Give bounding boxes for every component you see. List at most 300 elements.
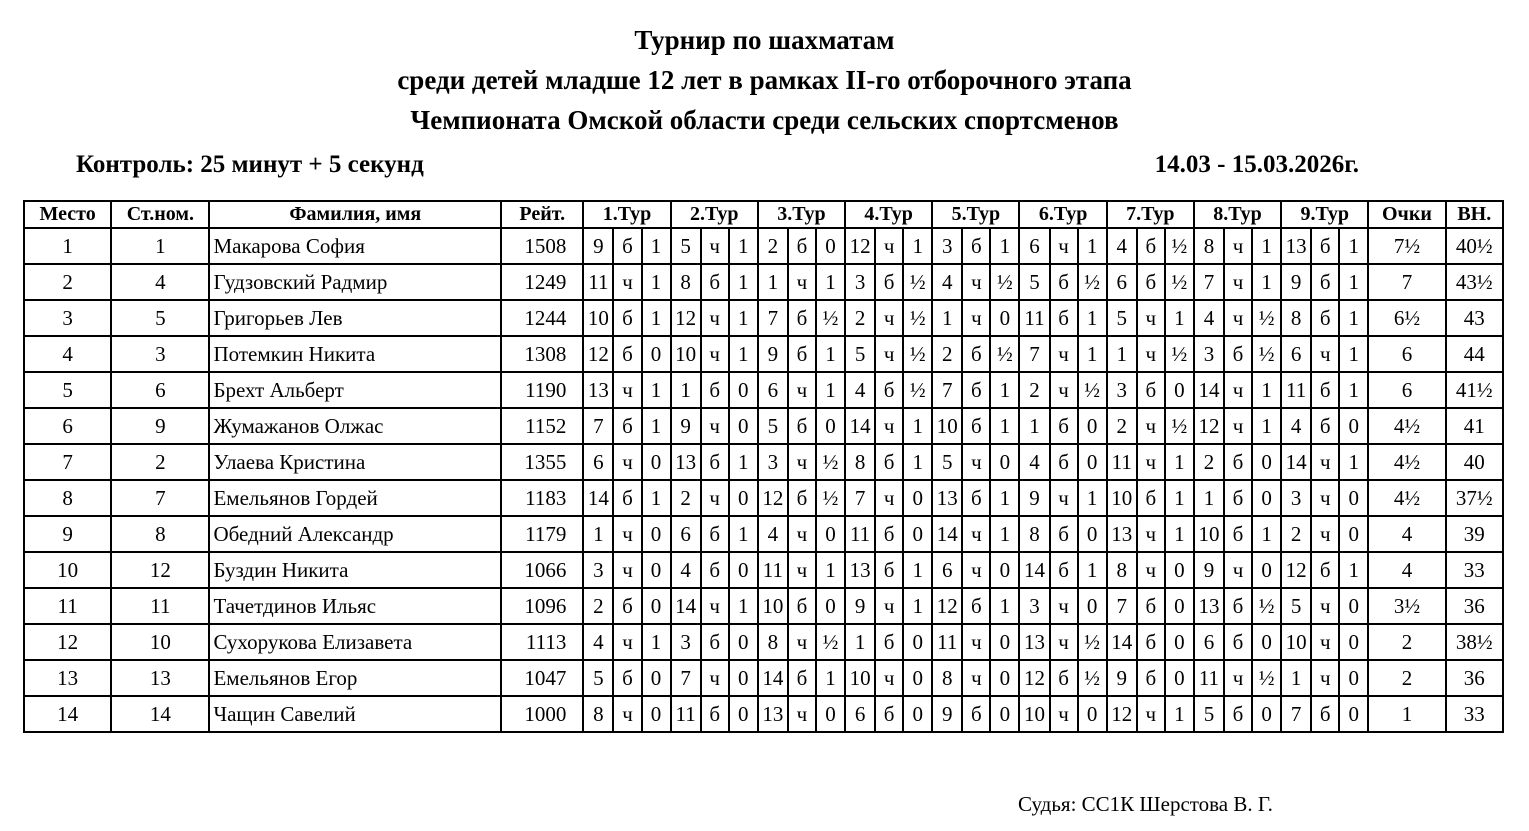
round-opponent-cell: 8: [758, 624, 788, 660]
start-number-cell: 10: [111, 624, 209, 660]
round-result-cell: 1: [1165, 480, 1194, 516]
round-opponent-cell: 10: [1019, 696, 1049, 732]
round-opponent-cell: 6: [671, 516, 701, 552]
round-result-cell: 1: [1165, 300, 1194, 336]
round-result-cell: ½: [903, 300, 932, 336]
round-opponent-cell: 3: [932, 228, 962, 264]
round-result-cell: 1: [1252, 228, 1281, 264]
round-color-cell: ч: [875, 300, 903, 336]
round-result-cell: 1: [642, 480, 671, 516]
round-color-cell: ч: [1311, 588, 1339, 624]
rating-cell: 1096: [501, 588, 583, 624]
round-color-cell: б: [1137, 264, 1165, 300]
round-opponent-cell: 3: [845, 264, 875, 300]
round-color-cell: ч: [613, 264, 641, 300]
round-opponent-cell: 2: [845, 300, 875, 336]
round-result-cell: 1: [1339, 552, 1368, 588]
round-color-cell: ч: [788, 264, 816, 300]
round-opponent-cell: 9: [758, 336, 788, 372]
rating-cell: 1113: [501, 624, 583, 660]
round-color-cell: б: [701, 696, 729, 732]
round-opponent-cell: 7: [1019, 336, 1049, 372]
round-result-cell: 0: [990, 696, 1019, 732]
round-result-cell: 1: [642, 408, 671, 444]
points-cell: 4: [1368, 516, 1445, 552]
round-result-cell: ½: [903, 336, 932, 372]
round-opponent-cell: 5: [671, 228, 701, 264]
round-opponent-cell: 10: [845, 660, 875, 696]
round-color-cell: б: [1050, 552, 1078, 588]
round-color-cell: ч: [1224, 228, 1252, 264]
round-result-cell: ½: [816, 300, 845, 336]
round-opponent-cell: 5: [1194, 696, 1224, 732]
round-color-cell: ч: [701, 588, 729, 624]
round-opponent-cell: 9: [1019, 480, 1049, 516]
round-result-cell: ½: [903, 372, 932, 408]
round-color-cell: б: [613, 300, 641, 336]
round-result-cell: ½: [1252, 588, 1281, 624]
round-color-cell: ч: [1311, 336, 1339, 372]
round-result-cell: 1: [729, 444, 758, 480]
round-color-cell: б: [701, 264, 729, 300]
round-opponent-cell: 2: [583, 588, 613, 624]
round-color-cell: ч: [1311, 516, 1339, 552]
round-color-cell: б: [788, 228, 816, 264]
round-opponent-cell: 4: [1194, 300, 1224, 336]
tournament-title: Турнир по шахматам: [634, 25, 895, 55]
round-result-cell: 0: [816, 228, 845, 264]
round-opponent-cell: 6: [758, 372, 788, 408]
round-result-cell: 1: [1078, 480, 1107, 516]
round-color-cell: ч: [701, 300, 729, 336]
place-cell: 1: [24, 228, 111, 264]
points-cell: 6: [1368, 336, 1445, 372]
round-result-cell: 0: [1339, 588, 1368, 624]
round-result-cell: 1: [1078, 336, 1107, 372]
place-cell: 11: [24, 588, 111, 624]
points-cell: 1: [1368, 696, 1445, 732]
round-opponent-cell: 6: [932, 552, 962, 588]
round-color-cell: б: [788, 660, 816, 696]
round-result-cell: ½: [1252, 660, 1281, 696]
round-opponent-cell: 11: [583, 264, 613, 300]
place-cell: 10: [24, 552, 111, 588]
column-header-points: Очки: [1368, 201, 1445, 228]
round-color-cell: б: [613, 408, 641, 444]
round-opponent-cell: 14: [845, 408, 875, 444]
player-name-cell: Улаева Кристина: [209, 444, 501, 480]
round-result-cell: 1: [1339, 336, 1368, 372]
round-color-cell: ч: [1224, 264, 1252, 300]
round-result-cell: ½: [1165, 264, 1194, 300]
round-opponent-cell: 4: [932, 264, 962, 300]
round-result-cell: 1: [816, 552, 845, 588]
player-name-cell: Сухорукова Елизавета: [209, 624, 501, 660]
player-name-cell: Обедний Александр: [209, 516, 501, 552]
round-result-cell: 0: [1078, 444, 1107, 480]
round-result-cell: 0: [1078, 696, 1107, 732]
round-opponent-cell: 2: [1281, 516, 1311, 552]
column-header-round-8: 8.Тур: [1194, 201, 1281, 228]
round-result-cell: ½: [1252, 336, 1281, 372]
round-opponent-cell: 10: [1281, 624, 1311, 660]
round-result-cell: 0: [642, 336, 671, 372]
tiebreak-cell: 41½: [1446, 372, 1503, 408]
round-result-cell: 1: [642, 264, 671, 300]
round-result-cell: ½: [1252, 300, 1281, 336]
round-opponent-cell: 11: [845, 516, 875, 552]
round-result-cell: 1: [642, 624, 671, 660]
start-number-cell: 9: [111, 408, 209, 444]
round-opponent-cell: 7: [583, 408, 613, 444]
round-opponent-cell: 13: [1281, 228, 1311, 264]
place-cell: 2: [24, 264, 111, 300]
round-result-cell: 0: [990, 624, 1019, 660]
round-opponent-cell: 1: [671, 372, 701, 408]
round-opponent-cell: 10: [1107, 480, 1137, 516]
round-opponent-cell: 9: [932, 696, 962, 732]
round-color-cell: б: [962, 228, 990, 264]
round-color-cell: ч: [962, 624, 990, 660]
round-result-cell: 0: [816, 588, 845, 624]
points-cell: 2: [1368, 660, 1445, 696]
round-opponent-cell: 12: [1281, 552, 1311, 588]
round-opponent-cell: 14: [1281, 444, 1311, 480]
round-result-cell: 1: [729, 588, 758, 624]
round-opponent-cell: 7: [1107, 588, 1137, 624]
round-result-cell: 0: [729, 696, 758, 732]
tiebreak-cell: 39: [1446, 516, 1503, 552]
round-opponent-cell: 13: [758, 696, 788, 732]
start-number-cell: 8: [111, 516, 209, 552]
round-color-cell: б: [613, 228, 641, 264]
round-color-cell: б: [1137, 372, 1165, 408]
round-result-cell: ½: [1165, 228, 1194, 264]
round-color-cell: ч: [875, 228, 903, 264]
round-color-cell: б: [1050, 264, 1078, 300]
start-number-cell: 1: [111, 228, 209, 264]
player-name-cell: Буздин Никита: [209, 552, 501, 588]
player-name-cell: Потемкин Никита: [209, 336, 501, 372]
round-opponent-cell: 6: [845, 696, 875, 732]
table-row: [24, 588, 1503, 624]
round-opponent-cell: 13: [671, 444, 701, 480]
start-number-cell: 13: [111, 660, 209, 696]
round-result-cell: 1: [816, 372, 845, 408]
round-opponent-cell: 7: [671, 660, 701, 696]
round-opponent-cell: 9: [671, 408, 701, 444]
round-color-cell: ч: [1050, 336, 1078, 372]
round-color-cell: б: [875, 264, 903, 300]
round-result-cell: 0: [729, 624, 758, 660]
round-result-cell: 1: [990, 480, 1019, 516]
round-result-cell: 1: [1339, 264, 1368, 300]
round-color-cell: б: [1137, 624, 1165, 660]
round-opponent-cell: 2: [1107, 408, 1137, 444]
round-result-cell: 0: [816, 408, 845, 444]
rating-cell: 1190: [501, 372, 583, 408]
round-color-cell: ч: [1050, 480, 1078, 516]
column-header-round-4: 4.Тур: [845, 201, 932, 228]
round-result-cell: 1: [990, 228, 1019, 264]
round-result-cell: 1: [1165, 516, 1194, 552]
round-color-cell: ч: [701, 480, 729, 516]
championship-title: Чемпионата Омской области среди сельских спортсменов: [410, 105, 1119, 135]
column-header-tiebreak: ВН.: [1446, 201, 1503, 228]
round-color-cell: ч: [962, 264, 990, 300]
round-color-cell: б: [1311, 408, 1339, 444]
player-name-cell: Брехт Альберт: [209, 372, 501, 408]
round-opponent-cell: 5: [1019, 264, 1049, 300]
round-color-cell: ч: [788, 444, 816, 480]
round-color-cell: б: [1137, 588, 1165, 624]
round-result-cell: ½: [1165, 336, 1194, 372]
round-result-cell: 1: [1252, 264, 1281, 300]
round-opponent-cell: 7: [932, 372, 962, 408]
round-result-cell: 1: [990, 588, 1019, 624]
tiebreak-cell: 43½: [1446, 264, 1503, 300]
round-result-cell: 0: [990, 300, 1019, 336]
round-color-cell: б: [788, 480, 816, 516]
player-name-cell: Жумажанов Олжас: [209, 408, 501, 444]
round-opponent-cell: 7: [1194, 264, 1224, 300]
points-cell: 4½: [1368, 408, 1445, 444]
round-color-cell: б: [1137, 480, 1165, 516]
round-result-cell: 1: [1078, 552, 1107, 588]
round-result-cell: 1: [729, 516, 758, 552]
round-color-cell: ч: [1224, 372, 1252, 408]
column-header-rating: Рейт.: [501, 201, 583, 228]
round-result-cell: 0: [1339, 480, 1368, 516]
round-result-cell: ½: [903, 264, 932, 300]
round-color-cell: ч: [613, 624, 641, 660]
points-cell: 6: [1368, 372, 1445, 408]
column-header-round-7: 7.Тур: [1107, 201, 1194, 228]
round-color-cell: ч: [701, 660, 729, 696]
column-header-round-5: 5.Тур: [932, 201, 1019, 228]
round-result-cell: 1: [1339, 372, 1368, 408]
player-name-cell: Емельянов Егор: [209, 660, 501, 696]
round-result-cell: 1: [903, 444, 932, 480]
round-opponent-cell: 1: [1194, 480, 1224, 516]
round-color-cell: ч: [875, 336, 903, 372]
round-result-cell: 1: [1339, 300, 1368, 336]
place-cell: 5: [24, 372, 111, 408]
round-opponent-cell: 5: [758, 408, 788, 444]
round-opponent-cell: 4: [1281, 408, 1311, 444]
round-color-cell: б: [1050, 660, 1078, 696]
round-opponent-cell: 11: [1194, 660, 1224, 696]
round-color-cell: ч: [701, 228, 729, 264]
points-cell: 7: [1368, 264, 1445, 300]
round-color-cell: б: [1224, 624, 1252, 660]
round-color-cell: б: [788, 300, 816, 336]
column-header-round-9: 9.Тур: [1281, 201, 1368, 228]
tiebreak-cell: 40: [1446, 444, 1503, 480]
round-result-cell: 1: [990, 408, 1019, 444]
round-color-cell: ч: [1137, 300, 1165, 336]
round-color-cell: б: [788, 588, 816, 624]
round-opponent-cell: 13: [1107, 516, 1137, 552]
round-result-cell: 0: [1339, 408, 1368, 444]
points-cell: 2: [1368, 624, 1445, 660]
round-result-cell: 0: [990, 444, 1019, 480]
round-color-cell: б: [613, 588, 641, 624]
place-cell: 8: [24, 480, 111, 516]
round-result-cell: 0: [990, 660, 1019, 696]
round-color-cell: ч: [1224, 660, 1252, 696]
round-result-cell: ½: [816, 444, 845, 480]
rating-cell: 1152: [501, 408, 583, 444]
round-color-cell: ч: [701, 408, 729, 444]
round-color-cell: б: [788, 408, 816, 444]
round-result-cell: 1: [1252, 408, 1281, 444]
round-result-cell: 0: [1078, 516, 1107, 552]
round-result-cell: ½: [1078, 264, 1107, 300]
round-result-cell: 0: [1339, 696, 1368, 732]
round-result-cell: 1: [642, 300, 671, 336]
round-result-cell: 0: [903, 696, 932, 732]
tiebreak-cell: 40½: [1446, 228, 1503, 264]
round-opponent-cell: 6: [1281, 336, 1311, 372]
round-opponent-cell: 2: [758, 228, 788, 264]
rating-cell: 1179: [501, 516, 583, 552]
round-opponent-cell: 4: [583, 624, 613, 660]
round-opponent-cell: 9: [583, 228, 613, 264]
table-row: [24, 300, 1503, 336]
tiebreak-cell: 37½: [1446, 480, 1503, 516]
round-opponent-cell: 12: [1107, 696, 1137, 732]
round-opponent-cell: 14: [1107, 624, 1137, 660]
round-result-cell: 0: [1252, 444, 1281, 480]
table-row: [24, 516, 1503, 552]
round-opponent-cell: 3: [758, 444, 788, 480]
round-opponent-cell: 14: [1019, 552, 1049, 588]
round-opponent-cell: 2: [1194, 444, 1224, 480]
round-color-cell: б: [962, 588, 990, 624]
round-color-cell: б: [962, 372, 990, 408]
round-result-cell: 0: [1339, 660, 1368, 696]
round-color-cell: б: [962, 408, 990, 444]
round-opponent-cell: 5: [845, 336, 875, 372]
round-opponent-cell: 10: [671, 336, 701, 372]
column-header-name: Фамилия, имя: [209, 201, 501, 228]
round-opponent-cell: 1: [1019, 408, 1049, 444]
round-color-cell: б: [1311, 552, 1339, 588]
points-cell: 7½: [1368, 228, 1445, 264]
table-row: [24, 696, 1503, 732]
start-number-cell: 2: [111, 444, 209, 480]
tiebreak-cell: 36: [1446, 588, 1503, 624]
round-color-cell: б: [1311, 372, 1339, 408]
results-table: [23, 200, 1504, 733]
round-color-cell: ч: [1137, 696, 1165, 732]
round-result-cell: ½: [816, 480, 845, 516]
round-opponent-cell: 12: [932, 588, 962, 624]
round-color-cell: ч: [1137, 552, 1165, 588]
round-result-cell: 0: [1252, 480, 1281, 516]
table-row: [24, 372, 1503, 408]
round-result-cell: 0: [1165, 372, 1194, 408]
round-result-cell: 1: [903, 408, 932, 444]
round-opponent-cell: 4: [845, 372, 875, 408]
round-opponent-cell: 12: [583, 336, 613, 372]
time-control: Контроль: 25 минут + 5 секунд: [76, 151, 424, 178]
round-color-cell: б: [962, 336, 990, 372]
round-opponent-cell: 8: [583, 696, 613, 732]
player-name-cell: Емельянов Гордей: [209, 480, 501, 516]
round-color-cell: б: [875, 696, 903, 732]
round-color-cell: б: [1224, 516, 1252, 552]
round-result-cell: 0: [1252, 624, 1281, 660]
round-result-cell: 1: [1339, 444, 1368, 480]
round-result-cell: 1: [1252, 372, 1281, 408]
round-opponent-cell: 8: [671, 264, 701, 300]
round-result-cell: 0: [1165, 660, 1194, 696]
round-color-cell: ч: [613, 516, 641, 552]
round-color-cell: б: [875, 624, 903, 660]
round-opponent-cell: 11: [1019, 300, 1049, 336]
round-color-cell: б: [1050, 444, 1078, 480]
round-opponent-cell: 8: [1281, 300, 1311, 336]
rating-cell: 1508: [501, 228, 583, 264]
rating-cell: 1047: [501, 660, 583, 696]
round-opponent-cell: 13: [1194, 588, 1224, 624]
round-color-cell: б: [1311, 696, 1339, 732]
round-opponent-cell: 14: [758, 660, 788, 696]
round-result-cell: 0: [729, 480, 758, 516]
round-color-cell: ч: [613, 372, 641, 408]
round-opponent-cell: 10: [1194, 516, 1224, 552]
column-header-round-3: 3.Тур: [758, 201, 845, 228]
round-opponent-cell: 12: [758, 480, 788, 516]
round-result-cell: 0: [903, 516, 932, 552]
round-opponent-cell: 10: [758, 588, 788, 624]
round-result-cell: 0: [903, 660, 932, 696]
round-result-cell: 0: [903, 480, 932, 516]
round-color-cell: б: [1224, 480, 1252, 516]
round-opponent-cell: 13: [932, 480, 962, 516]
round-color-cell: б: [1224, 336, 1252, 372]
round-opponent-cell: 9: [845, 588, 875, 624]
place-cell: 3: [24, 300, 111, 336]
round-color-cell: ч: [1137, 408, 1165, 444]
round-result-cell: 0: [729, 408, 758, 444]
round-color-cell: ч: [1050, 696, 1078, 732]
round-result-cell: ½: [1078, 660, 1107, 696]
round-color-cell: б: [613, 660, 641, 696]
round-color-cell: ч: [1137, 336, 1165, 372]
round-result-cell: 1: [729, 336, 758, 372]
place-cell: 6: [24, 408, 111, 444]
round-opponent-cell: 12: [671, 300, 701, 336]
table-header-row: [24, 201, 1503, 228]
table-row: [24, 660, 1503, 696]
round-color-cell: ч: [962, 516, 990, 552]
round-result-cell: 1: [903, 588, 932, 624]
rating-cell: 1355: [501, 444, 583, 480]
points-cell: 4½: [1368, 480, 1445, 516]
round-result-cell: 1: [729, 300, 758, 336]
round-result-cell: 1: [816, 264, 845, 300]
round-opponent-cell: 3: [1107, 372, 1137, 408]
round-color-cell: б: [701, 624, 729, 660]
player-name-cell: Гудзовский Радмир: [209, 264, 501, 300]
round-result-cell: 1: [1339, 228, 1368, 264]
column-header-round-2: 2.Тур: [671, 201, 758, 228]
round-opponent-cell: 11: [932, 624, 962, 660]
tiebreak-cell: 36: [1446, 660, 1503, 696]
